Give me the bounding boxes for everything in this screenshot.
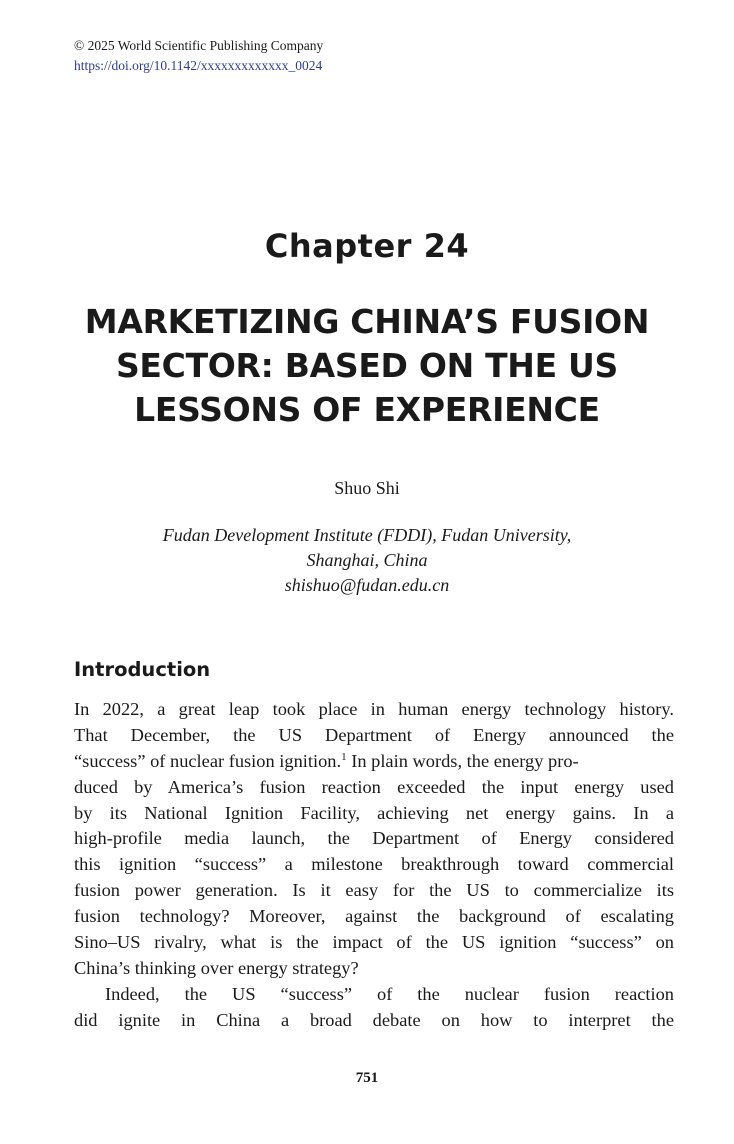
chapter-title-line: LESSONS OF EXPERIENCE [134, 390, 600, 429]
author-email[interactable]: shishuo@fudan.edu.cn [284, 575, 450, 595]
body-line: this ignition “success” a milestone breakthrough toward commercial [74, 854, 674, 875]
body-line: high-profile media launch, the Department of Energy considered [74, 828, 674, 849]
body-line: duced by America’s fusion reaction exceeded the input energy used [74, 776, 674, 797]
affiliation-institution: Fudan Development Institute (FDDI), Fudan University, [162, 525, 572, 545]
footnote-marker[interactable]: 1 [341, 750, 347, 763]
chapter-title [60, 300, 674, 432]
doi-link[interactable]: https://doi.org/10.1142/xxxxxxxxxxxxx_0024 [74, 58, 323, 73]
chapter-title-line: MARKETIZING CHINA’S FUSION [84, 302, 650, 341]
body-line: In 2022, a great leap took place in human energy technology history. [74, 699, 674, 719]
body-line [74, 749, 674, 775]
body-line-text: “success” of nuclear fusion ignition. [74, 750, 342, 771]
body-line: Sino–US rivalry, what is the impact of the US ignition “success” on [74, 932, 674, 953]
body-line: fusion power generation. Is it easy for the US to commercialize its [74, 880, 674, 901]
author-name: Shuo Shi [334, 478, 400, 498]
page-number: 751 [355, 1070, 379, 1086]
body-line: Indeed, the US “success” of the nuclear fusion reaction [105, 983, 674, 1004]
body-line: China’s thinking over energy strategy? [74, 957, 359, 978]
body-line: That December, the US Department of Energy announced the [74, 724, 674, 745]
chapter-title-line: SECTOR: BASED ON THE US [115, 346, 619, 385]
body-line-text: In plain words, the energy pro- [346, 750, 579, 771]
body-line: fusion technology? Moreover, against the background of escalating [74, 906, 674, 927]
body-line: by its National Ignition Facility, achieving net energy gains. In a [74, 802, 674, 823]
copyright-notice: © 2025 World Scientific Publishing Company [74, 38, 324, 53]
chapter-number: Chapter 24 [264, 227, 470, 265]
body-paragraphs [74, 697, 674, 1034]
affiliation-location: Shanghai, China [306, 550, 428, 570]
section-heading: Introduction [74, 658, 211, 681]
author-affiliation [0, 523, 734, 598]
body-line: did ignite in China a broad debate on how to interpret the [74, 1009, 674, 1030]
